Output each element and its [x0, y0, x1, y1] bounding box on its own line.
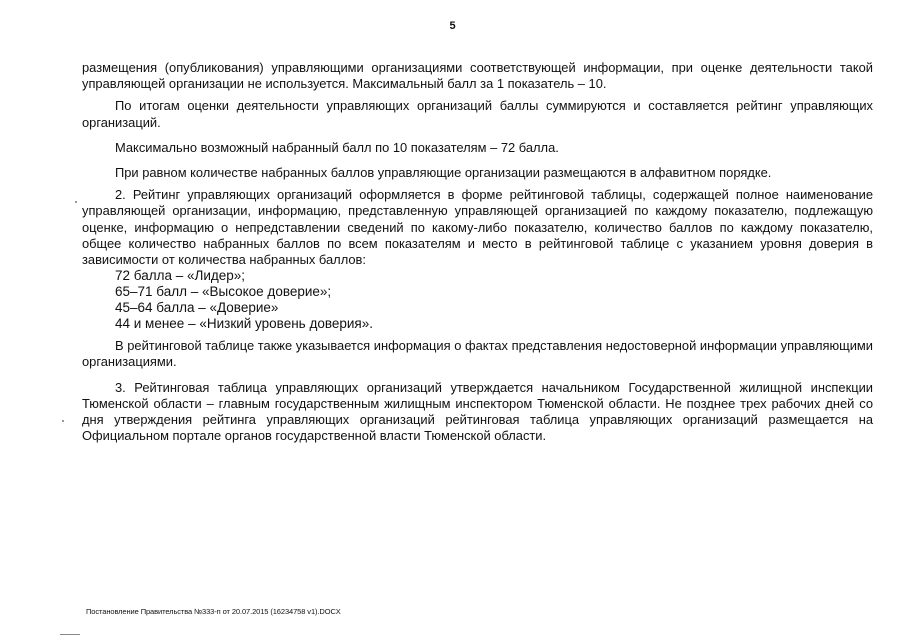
paragraph-false-information: В рейтинговой таблице также указывается информация о фактах представления недостоверной информации управляющими организациями.	[82, 338, 873, 370]
paragraph-alphabetical-order: При равном количестве набранных баллов управляющие организации размещаются в алфавитном порядке.	[115, 165, 772, 181]
paragraph-rating-table: 2. Рейтинг управляющих организаций оформляется в форме рейтинговой таблицы, содержащей полное наименование управляющей организации, информацию, представленную управляющей организацией по каждому показателю, подлежащую оценке, информацию о непредставлении сведений по какому-либо показателю, количество баллов по каждому показателю, общее количество набранных баллов по всем показателям и место в рейтинговой таблице с указанием уровня доверия в зависимости от количества набранных баллов:	[82, 187, 873, 268]
document-body	[82, 60, 873, 444]
page-number: 5	[449, 20, 456, 32]
scan-speck	[75, 201, 77, 203]
paragraph-continuation: размещения (опубликования) управляющими организациями соответствующей информации, при оценке деятельности такой управляющей организации не используется. Максимальный балл за 1 показатель – 10.	[82, 60, 873, 92]
paragraph-max-score: Максимально возможный набранный балл по 10 показателям – 72 балла.	[115, 139, 559, 155]
paragraph-approval: 3. Рейтинговая таблица управляющих организаций утверждается начальником Государственной жилищной инспекции Тюменской области – главным государственным жилищным инспектором Тюменской области. Не позднее трех рабочих дней со дня утверждения рейтинга управляющих организаций рейтинговая таблица управляющих организаций размещается на Официальном портале органов государственной власти Тюменской области.	[82, 379, 873, 444]
scan-edge-line	[60, 634, 80, 635]
trust-level-high: 65–71 балл – «Высокое доверие»;	[115, 284, 332, 300]
trust-level-leader: 72 балла – «Лидер»;	[115, 268, 246, 284]
document-footer: Постановление Правительства №333-п от 20.07.2015 (16234758 v1).DOCX	[86, 607, 341, 616]
trust-level-low: 44 и менее – «Низкий уровень доверия».	[115, 316, 373, 332]
scan-speck	[62, 420, 64, 422]
paragraph-rating-summation: По итогам оценки деятельности управляющих организаций баллы суммируются и составляется рейтинг управляющих организаций.	[82, 98, 873, 130]
trust-level-trust: 45–64 балла – «Доверие»	[115, 300, 279, 316]
